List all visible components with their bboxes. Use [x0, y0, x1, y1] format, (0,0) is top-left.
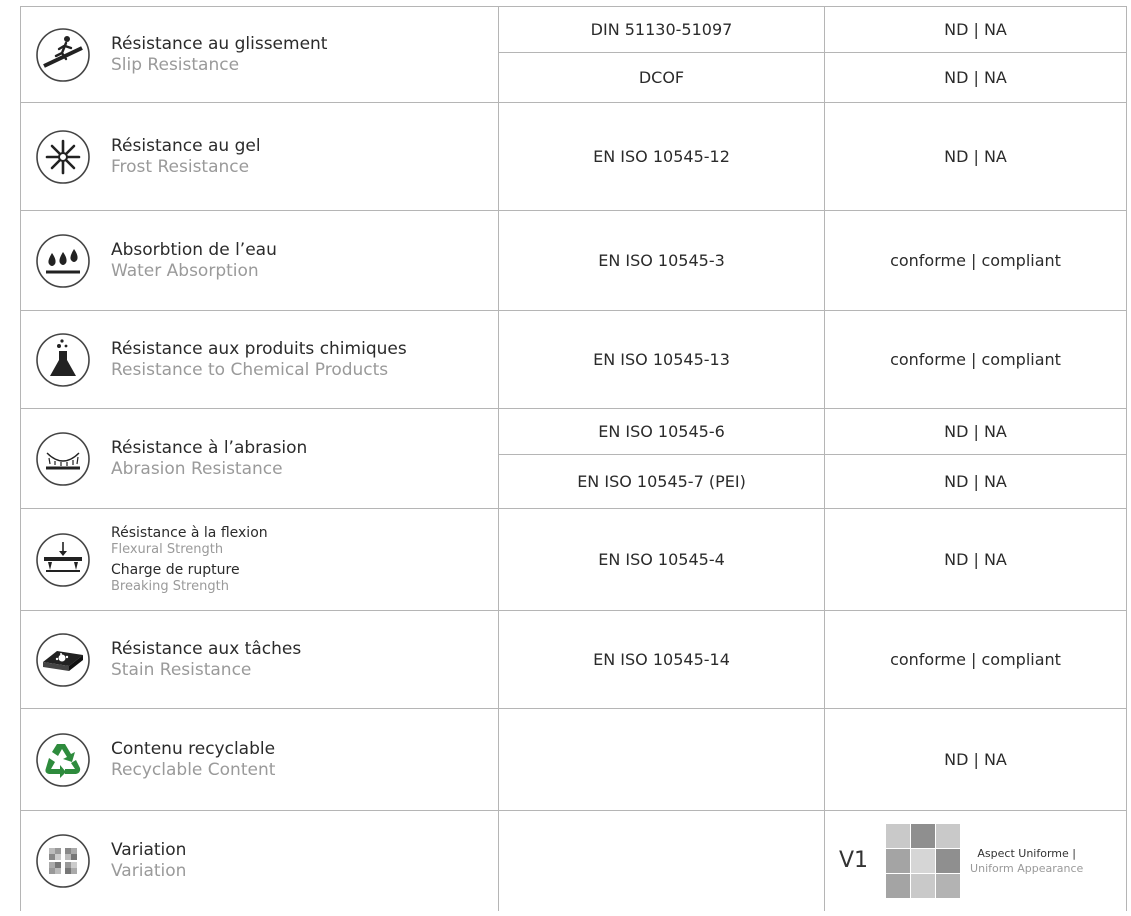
recycle-icon: [35, 732, 91, 788]
property-name-en: Abrasion Resistance: [111, 458, 283, 479]
property-cell: [21, 509, 499, 611]
property-cell: [21, 311, 499, 409]
standard-cell: EN ISO 10545-14: [499, 611, 825, 709]
property-name-fr: Résistance à la flexion: [111, 524, 268, 541]
value-cell: ND | NA: [825, 409, 1127, 455]
property-cell: [21, 211, 499, 311]
property-name-fr: Résistance aux produits chimiques: [111, 338, 407, 359]
property-name-fr: Résistance à l’abrasion: [111, 437, 308, 458]
property-name-fr: Résistance aux tâches: [111, 638, 302, 659]
row-water-absorption: [21, 211, 1127, 311]
value-cell: ND | NA: [825, 7, 1127, 53]
slip-resistance-icon: [35, 27, 91, 83]
standard-cell: EN ISO 10545-13: [499, 311, 825, 409]
standard-cell: EN ISO 10545-6: [499, 409, 825, 455]
property-cell: [21, 7, 499, 103]
value-cell: ND | NA: [825, 455, 1127, 509]
variation-value-cell: [825, 811, 1127, 911]
property-name-en: Frost Resistance: [111, 156, 250, 177]
abrasion-icon: [35, 431, 91, 487]
variation-grid-icon: [35, 833, 91, 889]
row-frost-resistance: [21, 103, 1127, 211]
value-cell: conforme | compliant: [825, 211, 1127, 311]
standard-cell: [499, 709, 825, 811]
property-name-en: Stain Resistance: [111, 659, 252, 680]
property-name-en: Flexural Strength: [111, 541, 224, 557]
standard-cell: [499, 811, 825, 911]
row-chemical-resistance: [21, 311, 1127, 409]
property-name-fr: Contenu recyclable: [111, 738, 276, 759]
row-stain-resistance: [21, 611, 1127, 709]
row-flexural-strength: [21, 509, 1127, 611]
frost-icon: [35, 129, 91, 185]
standard-cell: EN ISO 10545-3: [499, 211, 825, 311]
value-cell: ND | NA: [825, 709, 1127, 811]
variation-label-en: Uniform Appearance: [970, 861, 1084, 875]
standard-cell: EN ISO 10545-12: [499, 103, 825, 211]
variation-label-fr: Aspect Uniforme |: [977, 846, 1076, 860]
value-cell: ND | NA: [825, 53, 1127, 103]
variation-code: V1: [839, 848, 869, 874]
standard-cell: EN ISO 10545-4: [499, 509, 825, 611]
properties-table: [20, 6, 1127, 911]
standard-cell: DCOF: [499, 53, 825, 103]
property-name-fr: Résistance au glissement: [111, 33, 328, 54]
value-cell: conforme | compliant: [825, 611, 1127, 709]
value-cell: ND | NA: [825, 509, 1127, 611]
row-variation: [21, 811, 1127, 911]
flexural-icon: [35, 532, 91, 588]
property-cell: [21, 709, 499, 811]
property-name-fr: Variation: [111, 839, 187, 860]
property-name-fr: Absorbtion de l’eau: [111, 239, 277, 260]
value-cell: conforme | compliant: [825, 311, 1127, 409]
uniform-appearance-swatch: [886, 824, 960, 898]
property-name-en: Resistance to Chemical Products: [111, 359, 389, 380]
property-name-en: Slip Resistance: [111, 54, 240, 75]
standard-cell: DIN 51130-51097: [499, 7, 825, 53]
stain-tile-icon: [35, 632, 91, 688]
water-drops-icon: [35, 233, 91, 289]
flask-icon: [35, 332, 91, 388]
property-name-en-2: Breaking Strength: [111, 578, 229, 594]
property-name-en: Variation: [111, 860, 187, 881]
property-name-fr: Résistance au gel: [111, 135, 261, 156]
property-name-fr-2: Charge de rupture: [111, 561, 240, 578]
row-slip-resistance: [21, 7, 1127, 53]
property-cell: [21, 611, 499, 709]
property-cell: [21, 409, 499, 509]
standard-cell: EN ISO 10545-7 (PEI): [499, 455, 825, 509]
row-recyclable-content: [21, 709, 1127, 811]
property-name-en: Water Absorption: [111, 260, 259, 281]
row-abrasion-resistance: [21, 409, 1127, 455]
property-cell: [21, 811, 499, 911]
property-cell: [21, 103, 499, 211]
value-cell: ND | NA: [825, 103, 1127, 211]
property-name-en: Recyclable Content: [111, 759, 276, 780]
